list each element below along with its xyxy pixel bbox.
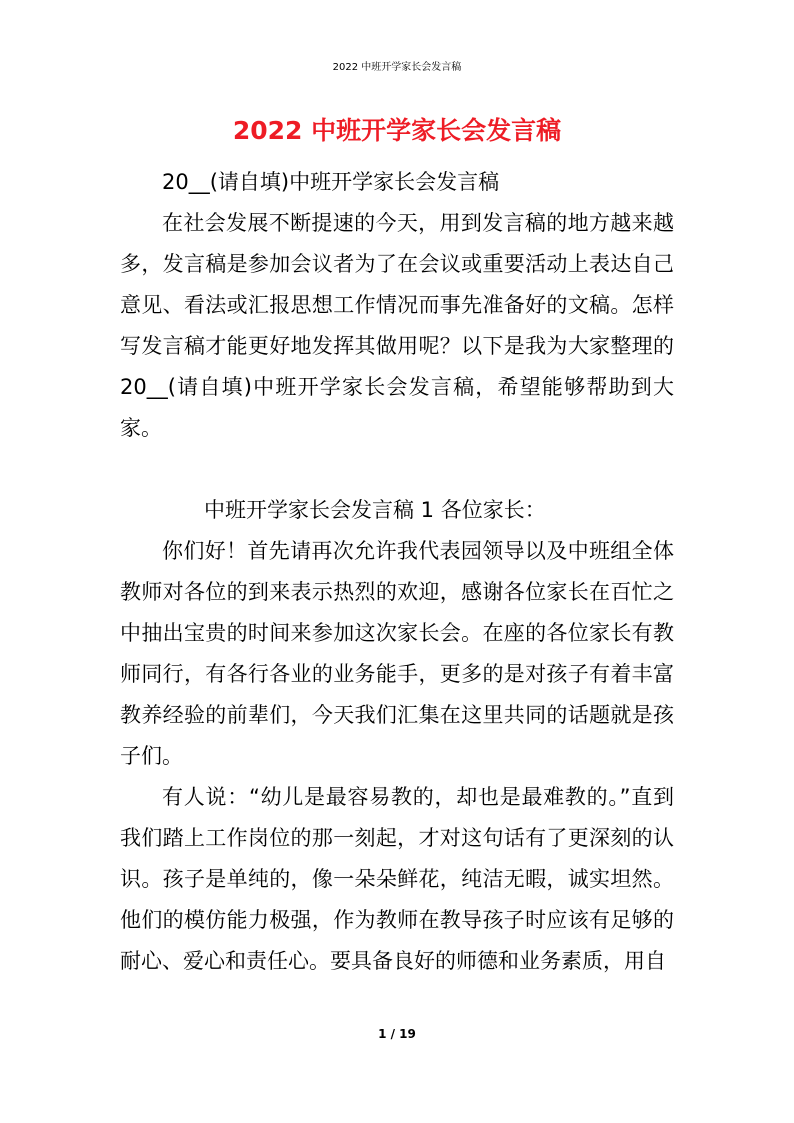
- page-number: 1 / 19: [378, 1027, 416, 1041]
- section-heading: 中班开学家长会发言稿 1 各位家长：: [204, 498, 546, 522]
- document-body: [120, 162, 674, 982]
- subtitle-paragraph: 20__(请自填)中班开学家长会发言稿: [162, 170, 500, 194]
- running-header: 2022 中班开学家长会发言稿: [332, 62, 462, 73]
- body-paragraph: 有人说：“幼儿是最容易教的，却也是最难教的。”直到我们踏上工作岗位的那一刻起，才对这句话有了更深刻的认识。孩子是单纯的，像一朵朵鲜花，纯洁无暇，诚实坦然。他们的模仿能力极强，作为教师在教导孩子时应该有足够的耐心、爱心和责任心。要具备良好的师德和业务素质，用自: [120, 785, 674, 973]
- intro-paragraph: 在社会发展不断提速的今天，用到发言稿的地方越来越多，发言稿是参加会议者为了在会议或重要活动上表达自己意见、看法或汇报思想工作情况而事先准备好的文稿。怎样写发言稿才能更好地发挥其做用呢？以下是我为大家整理的 20__(请自填)中班开学家长会发言稿，希望能够帮助到大家。: [120, 211, 674, 440]
- document-title: 2022 中班开学家长会发言稿: [232, 116, 562, 145]
- body-paragraph: 你们好！首先请再次允许我代表园领导以及中班组全体教师对各位的到来表示热烈的欢迎，感谢各位家长在百忙之中抽出宝贵的时间来参加这次家长会。在座的各位家长有教师同行，有各行各业的业务能手，更多的是对孩子有着丰富教养经验的前辈们，今天我们汇集在这里共同的话题就是孩子们。: [120, 539, 674, 768]
